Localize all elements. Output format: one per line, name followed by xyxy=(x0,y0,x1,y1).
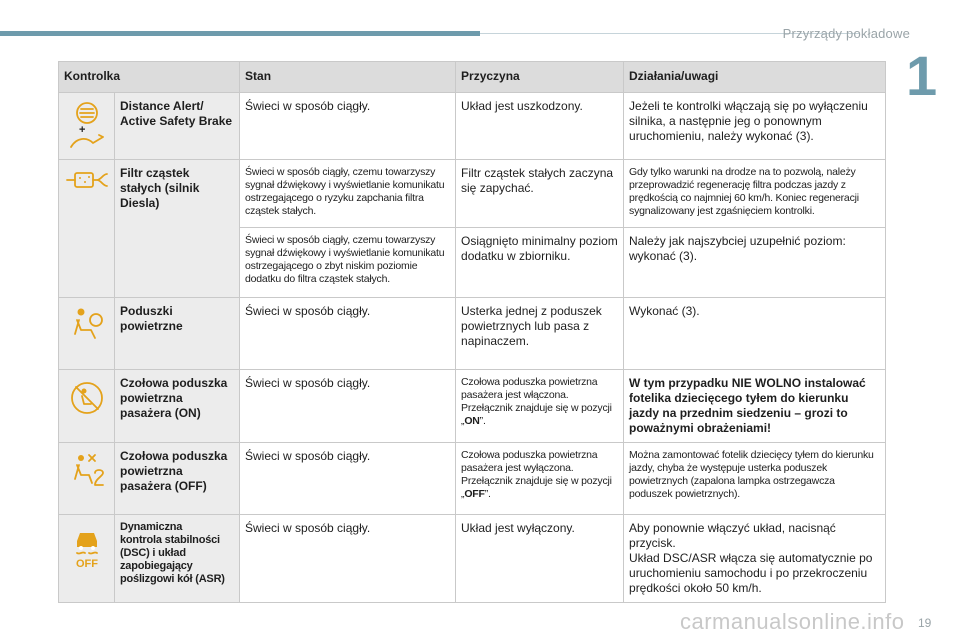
table-row xyxy=(59,298,886,370)
row-cause: Filtr cząstek stałych zaczyna się zapychać. xyxy=(456,160,624,228)
switch-position: OFF xyxy=(464,488,485,500)
row-state: Świeci w sposób ciągły. xyxy=(240,443,456,515)
row-state: Świeci w sposób ciągły. xyxy=(240,298,456,370)
icon-cell xyxy=(59,370,115,443)
icon-cell xyxy=(59,515,115,603)
row-state: Świeci w sposób ciągły. xyxy=(240,93,456,160)
row-action: Aby ponownie włączyć układ, nacisnąć przycisk. Układ DSC/ASR włącza się automatycznie po uruchomieniu samochodu i po przekroczeniu prędkości około 50 km/h. xyxy=(624,515,886,603)
row-action: Gdy tylko warunki na drodze na to pozwolą, należy przeprowadzić regenerację filtra podczas jazdy z prędkością co najmniej 60 km/h. Koniec regeneracji sygnalizowany jest zgaśnięciem kontrolki. xyxy=(624,160,886,228)
page-number: 19 xyxy=(918,616,932,630)
icon-cell xyxy=(59,443,115,515)
cause-text-end: ”. xyxy=(484,488,491,500)
airbag-icon xyxy=(65,306,109,342)
row-name: Dynamiczna kontrola stabilności (DSC) i układ zapobiegający poślizgowi kół (ASR) xyxy=(115,515,240,603)
watermark: carmanualsonline.info xyxy=(680,609,905,634)
row-action: Można zamontować fotelik dziecięcy tyłem do kierunku jazdy, chyba że występuje usterka poduszek powietrznych (zapalona lampka ostrzegawcza poduszek powietrznych). xyxy=(624,443,886,515)
svg-text:+: + xyxy=(78,124,85,136)
particle-filter-icon xyxy=(65,168,109,194)
row-cause: Usterka jednej z poduszek powietrznych lub pasa z napinaczem. xyxy=(456,298,624,370)
row-cause xyxy=(456,370,624,443)
row-action: Wykonać (3). xyxy=(624,298,886,370)
warning-lights-table xyxy=(58,61,886,603)
column-header-dzialania: Działania/uwagi xyxy=(624,62,886,93)
table-row xyxy=(59,370,886,443)
row-name: Distance Alert/ Active Safety Brake xyxy=(115,93,240,160)
row-action: Należy jak najszybciej uzupełnić poziom: wykonać (3). xyxy=(624,228,886,298)
column-header-kontrolka: Kontrolka xyxy=(59,62,240,93)
cause-text: Czołowa poduszka powietrzna pasażera jest włączona. Przełącznik znajduje się w pozycji „ xyxy=(461,376,612,427)
section-title: Przyrządy pokładowe xyxy=(782,26,910,41)
table-row xyxy=(59,160,886,228)
row-cause: Osiągnięto minimalny poziom dodatku w zbiorniku. xyxy=(456,228,624,298)
cause-text: Czołowa poduszka powietrzna pasażera jest wyłączona. Przełącznik znajduje się w pozycji „ xyxy=(461,449,612,500)
table-header-row xyxy=(59,62,886,93)
passenger-airbag-off-icon xyxy=(65,451,109,491)
row-name: Czołowa poduszka powietrzna pasażera (ON) xyxy=(115,370,240,443)
row-cause xyxy=(456,443,624,515)
cause-text-end: ”. xyxy=(479,415,486,427)
row-action: W tym przypadku NIE WOLNO instalować fotelika dziecięcego tyłem do kierunku jazdy na przednim siedzeniu – grozi to poważnymi obrażeniami! xyxy=(624,370,886,443)
table-row xyxy=(59,443,886,515)
table-row xyxy=(59,93,886,160)
row-state: Świeci w sposób ciągły, czemu towarzyszy sygnał dźwiękowy i wyświetlanie komunikatu ostrzegającego o zbyt niskim poziomie dodatku do filtra cząstek stałych. xyxy=(240,228,456,298)
switch-position: ON xyxy=(464,415,480,427)
row-state: Świeci w sposób ciągły. xyxy=(240,515,456,603)
passenger-airbag-on-icon xyxy=(65,378,109,418)
row-name: Czołowa poduszka powietrzna pasażera (OFF) xyxy=(115,443,240,515)
row-state: Świeci w sposób ciągły. xyxy=(240,370,456,443)
row-cause: Układ jest wyłączony. xyxy=(456,515,624,603)
row-cause: Układ jest uszkodzony. xyxy=(456,93,624,160)
icon-cell xyxy=(59,160,115,298)
chapter-number: 1 xyxy=(906,44,938,107)
off-label: OFF xyxy=(75,558,98,569)
row-action: Jeżeli te kontrolki włączają się po wyłączeniu silnika, a następnie jeg o ponownym uruchomieniu, należy wykonać (3). xyxy=(624,93,886,160)
table-row xyxy=(59,515,886,603)
icon-cell xyxy=(59,298,115,370)
header-accent-bar xyxy=(0,31,480,36)
distance-alert-icon xyxy=(65,101,109,153)
column-header-przyczyna: Przyczyna xyxy=(456,62,624,93)
column-header-stan: Stan xyxy=(240,62,456,93)
row-state: Świeci w sposób ciągły, czemu towarzyszy sygnał dźwiękowy i wyświetlanie komunikatu ostrzegającego o ryzyku zapchania filtra cząstek stałych. xyxy=(240,160,456,228)
row-name: Poduszki powietrzne xyxy=(115,298,240,370)
icon-cell xyxy=(59,93,115,160)
row-name: Filtr cząstek stałych (silnik Diesla) xyxy=(115,160,240,298)
dsc-asr-off-icon xyxy=(65,523,109,569)
